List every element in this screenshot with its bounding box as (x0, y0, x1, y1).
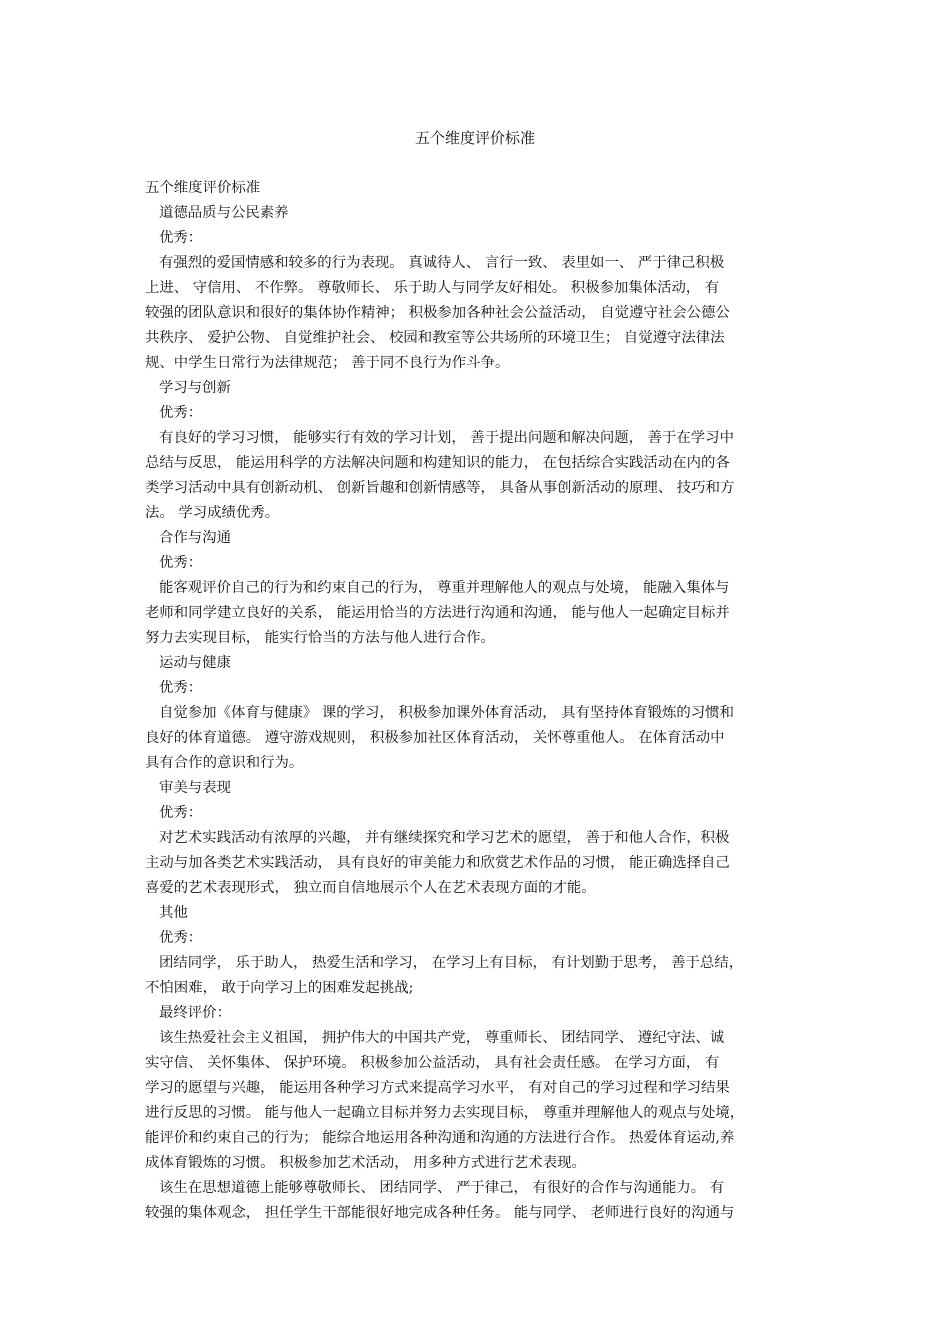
paragraph-first-line: 该生在思想道德上能够尊敬师长、 团结同学、 严于律己， 有很好的合作与沟通能力。 有 (159, 1180, 725, 1196)
text-line: 法。 学习成绩优秀。 (145, 505, 280, 521)
section-label: 优秀： (159, 930, 203, 946)
text-line: 成体育锻炼的习惯。 积极参加艺术活动， 用多种方式进行艺术表现。 (145, 1155, 586, 1171)
section-label: 优秀： (159, 555, 203, 571)
text-line: 良好的体育道德。 遵守游戏规则， 积极参加社区体育活动， 关怀尊重他人。 在体育活动中 (145, 730, 725, 746)
section-label: 优秀： (159, 405, 203, 421)
text-line: 主动与加各类艺术实践活动， 具有良好的审美能力和欣赏艺术作品的习惯， 能正确选择自己 (145, 855, 730, 871)
text-line: 总结与反思， 能运用科学的方法解决问题和构建知识的能力， 在包括综合实践活动在内的各 (145, 455, 730, 471)
paragraph-first-line: 自觉参加《体育与健康》 课的学习， 积极参加课外体育活动， 具有坚持体育锻炼的习惯和 (159, 705, 734, 721)
text-line: 共秩序、 爱护公物、 自觉维护社会、 校园和教室等公共场所的环境卫生； 自觉遵守法律法 (145, 330, 725, 346)
text-line: 实守信、 关怀集体、 保护环境。 积极参加公益活动， 具有社会责任感。 在学习方面， 有 (145, 1055, 720, 1071)
text-line: 上进、 守信用、 不作弊。 尊敬师长、 乐于助人与同学友好相处。 积极参加集体活动， 有 (145, 280, 720, 296)
section-label: 最终评价： (159, 1005, 231, 1021)
paragraph-first-line: 能客观评价自己的行为和约束自己的行为， 尊重并理解他人的观点与处境， 能融入集体与 (159, 580, 730, 596)
text-line: 喜爱的艺术表现形式， 独立而自信地展示个人在艺术表现方面的才能。 (145, 880, 596, 896)
text-line: 较强的集体观念， 担任学生干部能很好地完成各种任务。 能与同学、 老师进行良好的沟通与 (145, 1205, 735, 1221)
text-line: 五个维度评价标准 (145, 180, 261, 196)
text-line: 老师和同学建立良好的关系， 能运用恰当的方法进行沟通和沟通， 能与他人一起确定目标并 (145, 605, 730, 621)
paragraph-first-line: 有良好的学习习惯， 能够实行有效的学习计划， 善于提出问题和解决问题， 善于在学习中 (159, 430, 734, 446)
text-line: 学习的愿望与兴趣， 能运用各种学习方式来提高学习水平， 有对自己的学习过程和学习结果 (145, 1080, 730, 1096)
section-label: 优秀： (159, 230, 203, 246)
section-heading: 合作与沟通 (159, 530, 231, 546)
section-label: 优秀： (159, 680, 203, 696)
text-line: 能评价和约束自己的行为； 能综合地运用各种沟通和沟通的方法进行合作。 热爱体育运动,养 (145, 1130, 735, 1146)
text-line: 进行反思的习惯。 能与他人一起确立目标并努力去实现目标， 尊重并理解他人的观点与处境， (145, 1105, 745, 1121)
text-line: 具有合作的意识和行为。 (145, 755, 304, 771)
document-body (145, 176, 815, 1226)
text-line: 努力去实现目标， 能实行恰当的方法与他人进行合作。 (145, 630, 495, 646)
paragraph-first-line: 对艺术实践活动有浓厚的兴趣， 并有继续探究和学习艺术的愿望， 善于和他人合作，积极 (159, 830, 730, 846)
text-line: 类学习活动中具有创新动机、 创新旨趣和创新情感等， 具备从事创新活动的原理、 技巧和方 (145, 480, 735, 496)
section-heading: 运动与健康 (159, 655, 231, 671)
section-heading: 学习与创新 (159, 380, 231, 396)
section-label: 优秀： (159, 805, 203, 821)
text-line: 较强的团队意识和很好的集体协作精神； 积极参加各种社会公益活动， 自觉遵守社会公德公 (145, 305, 730, 321)
paragraph-first-line: 团结同学， 乐于助人， 热爱生活和学习， 在学习上有目标， 有计划勤于思考， 善于总结， (159, 955, 744, 971)
paragraph-first-line: 有强烈的爱国情感和较多的行为表现。 真诚待人、 言行一致、 表里如一、 严于律己积极 (159, 255, 725, 271)
text-line: 不怕困难， 敢于向学习上的困难发起挑战; (145, 980, 414, 996)
section-heading: 道德品质与公民素养 (159, 205, 289, 221)
section-heading: 其他 (159, 905, 188, 921)
page-title: 五个维度评价标准 (414, 129, 535, 147)
paragraph-first-line: 该生热爱社会主义祖国， 拥护伟大的中国共产党， 尊重师长、 团结同学、 遵纪守法、诚 (159, 1030, 725, 1046)
text-line: 规、中学生日常行为法律规范； 善于同不良行为作斗争。 (145, 355, 510, 371)
section-heading: 审美与表现 (159, 780, 231, 796)
